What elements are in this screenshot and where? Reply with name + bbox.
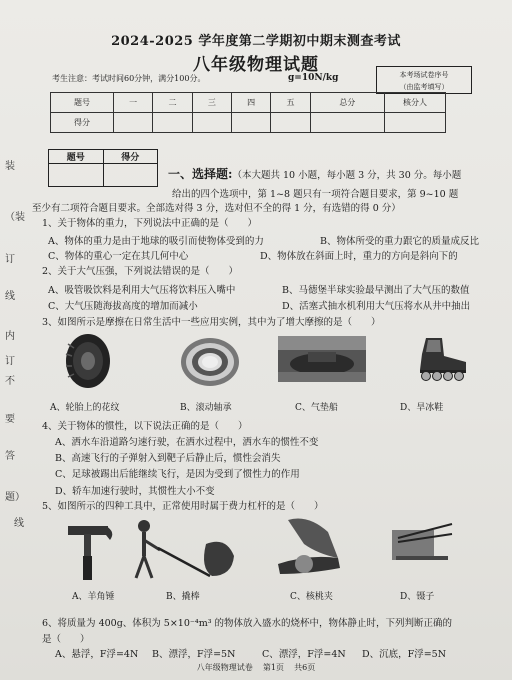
binding-char: 装 (5, 161, 15, 172)
roller-skate-icon (412, 334, 472, 382)
section-grade-box (48, 149, 158, 187)
question-3-stem: 3、如图所示是摩擦在日常生活中一些应用实例，其中为了增大摩擦的是（ ） (42, 317, 381, 328)
binding-char: 答 (5, 451, 15, 462)
score-table-score-row (51, 113, 446, 133)
footer-total: 共6页 (294, 663, 316, 672)
q2-option-d[interactable]: D、活塞式抽水机利用大气压将水从井中抽出 (282, 301, 471, 312)
binding-char: 内 (5, 331, 15, 342)
score-cell[interactable] (385, 113, 446, 133)
ball-bearing-icon (177, 332, 243, 392)
q4-option-b[interactable]: B、高速飞行的子弹射入到靶子后静止后，惯性会消失 (55, 453, 281, 464)
score-header-cell: 五 (271, 93, 310, 113)
grade-box-label: 题号 (49, 150, 104, 164)
section1-heading (168, 165, 461, 182)
score-table-header-row (51, 93, 446, 113)
q1-option-c[interactable]: C、物体的重心一定在其几何中心 (48, 251, 189, 262)
question-6-stem-cont: 是（ ） (42, 634, 90, 645)
q6-option-b[interactable]: B、漂浮，F浮=5N (152, 649, 236, 660)
section1-intro-line: 至少有二项符合题目要求。全部选对得 3 分，选对但不全的得 1 分，有选错的得 0 分） (32, 203, 401, 214)
q6-option-d[interactable]: D、沉底，F浮=5N (362, 649, 447, 660)
binding-margin (0, 0, 30, 680)
q1-option-a[interactable]: A、物体的重力是由于地球的吸引而使物体受到的力 (48, 236, 264, 247)
binding-char: 线 (5, 291, 15, 302)
binding-char: 线 (14, 518, 24, 529)
score-header-cell: 题号 (51, 93, 114, 113)
q5-option-d[interactable]: D、镊子 (400, 592, 435, 602)
nutcracker-icon (268, 514, 348, 582)
score-header-cell: 核分人 (385, 93, 446, 113)
score-header-cell: 四 (231, 93, 270, 113)
hovercraft-photo (278, 336, 366, 382)
gravity-constant: g=10N/kg (288, 73, 339, 83)
binding-char: 订 (5, 356, 15, 367)
score-header-cell: 二 (153, 93, 192, 113)
q3-option-d[interactable]: D、旱冰鞋 (400, 403, 444, 413)
score-cell[interactable] (271, 113, 310, 133)
score-cell[interactable] (310, 113, 384, 133)
binding-char: 不 (5, 376, 15, 387)
q3-option-a[interactable]: A、轮胎上的花纹 (50, 403, 120, 413)
score-cell[interactable] (153, 113, 192, 133)
grade-box-cell[interactable] (49, 164, 104, 187)
question-4-stem: 4、关于物体的惯性，以下说法正确的是（ ） (42, 421, 248, 432)
score-row-label: 得分 (51, 113, 114, 133)
exam-notice: 考生注意：考试时间60分钟，满分100分。 (52, 74, 206, 83)
score-cell[interactable] (114, 113, 153, 133)
q2-option-b[interactable]: B、马德堡半球实验最早测出了大气压的数值 (282, 285, 470, 296)
score-header-cell: 总分 (310, 93, 384, 113)
section1-intro-line: 给出的四个选项中，第 1~8 题只有一项符合题目要求，第 9~10 题 (172, 189, 459, 200)
binding-char: （装 (5, 212, 25, 223)
q3-option-c[interactable]: C、气垫船 (295, 403, 338, 413)
q4-option-c[interactable]: C、足球被踢出后能继续飞行，是因为受到了惯性力的作用 (55, 469, 300, 480)
q2-option-a[interactable]: A、吸管吸饮料是利用大气压将饮料压入嘴中 (48, 285, 236, 296)
q1-option-d[interactable]: D、物体放在斜面上时，重力的方向是斜向下的 (260, 251, 458, 262)
tire-icon (60, 332, 116, 390)
score-header-cell: 三 (192, 93, 231, 113)
q2-option-c[interactable]: C、大气压随海拔高度的增加而减小 (48, 301, 198, 312)
score-cell[interactable] (231, 113, 270, 133)
grade-box-cell[interactable] (103, 164, 158, 187)
binding-char: 题） (5, 492, 25, 503)
footer-page: 第1页 (262, 663, 284, 672)
seat-number-box[interactable] (376, 66, 472, 94)
score-table (50, 92, 446, 133)
score-header-cell: 一 (114, 93, 153, 113)
q4-option-d[interactable]: D、轿车加速行驶时，其惯性大小不变 (55, 486, 215, 497)
q5-option-a[interactable]: A、羊角锤 (72, 592, 115, 602)
seat-box-note: （由监考填写） (399, 83, 449, 91)
tweezers-icon (384, 520, 464, 576)
question-6-stem: 6、将质量为 400g、体积为 5×10⁻⁴m³ 的物体放入盛水的烧杯中，物体静止时，下列判断正确的 (42, 618, 453, 629)
q5-option-b[interactable]: B、撬棒 (166, 592, 200, 602)
footer-subject: 八年级物理试卷 (196, 663, 253, 672)
score-cell[interactable] (192, 113, 231, 133)
q1-option-b[interactable]: B、物体所受的重力跟它的质量成反比 (320, 236, 479, 247)
question-1-stem: 1、关于物体的重力，下列说法中正确的是（ ） (42, 218, 258, 229)
exam-title: 2024-2025 学年度第二学期初中期末测查考试 (111, 34, 401, 49)
subject-title: 八年级物理试题 (193, 55, 319, 75)
question-5-stem: 5、如图所示的四种工具中，正常使用时属于费力杠杆的是（ ） (42, 501, 324, 512)
binding-char: 订 (5, 254, 15, 265)
question-2-stem: 2、关于大气压强，下列说法错误的是（ ） (42, 266, 239, 277)
binding-char: 要 (5, 414, 15, 425)
page-footer (0, 662, 512, 673)
q5-option-c[interactable]: C、核桃夹 (290, 592, 333, 602)
q6-option-a[interactable]: A、悬浮，F浮=4N (55, 649, 139, 660)
crowbar-icon (128, 516, 238, 582)
seat-box-label: 本考场试卷序号 (399, 71, 449, 79)
q3-option-b[interactable]: B、滚动轴承 (180, 403, 232, 413)
claw-hammer-icon (62, 516, 118, 582)
grade-box-label: 得分 (103, 150, 158, 164)
section1-intro: （本大题共 10 小题，每小题 3 分，共 30 分。每小题 (232, 170, 462, 181)
section1-title: 一、选择题: (168, 167, 233, 181)
q6-option-c[interactable]: C、漂浮，F浮=4N (262, 649, 346, 660)
q4-option-a[interactable]: A、洒水车沿道路匀速行驶，在洒水过程中，洒水车的惯性不变 (55, 437, 319, 448)
